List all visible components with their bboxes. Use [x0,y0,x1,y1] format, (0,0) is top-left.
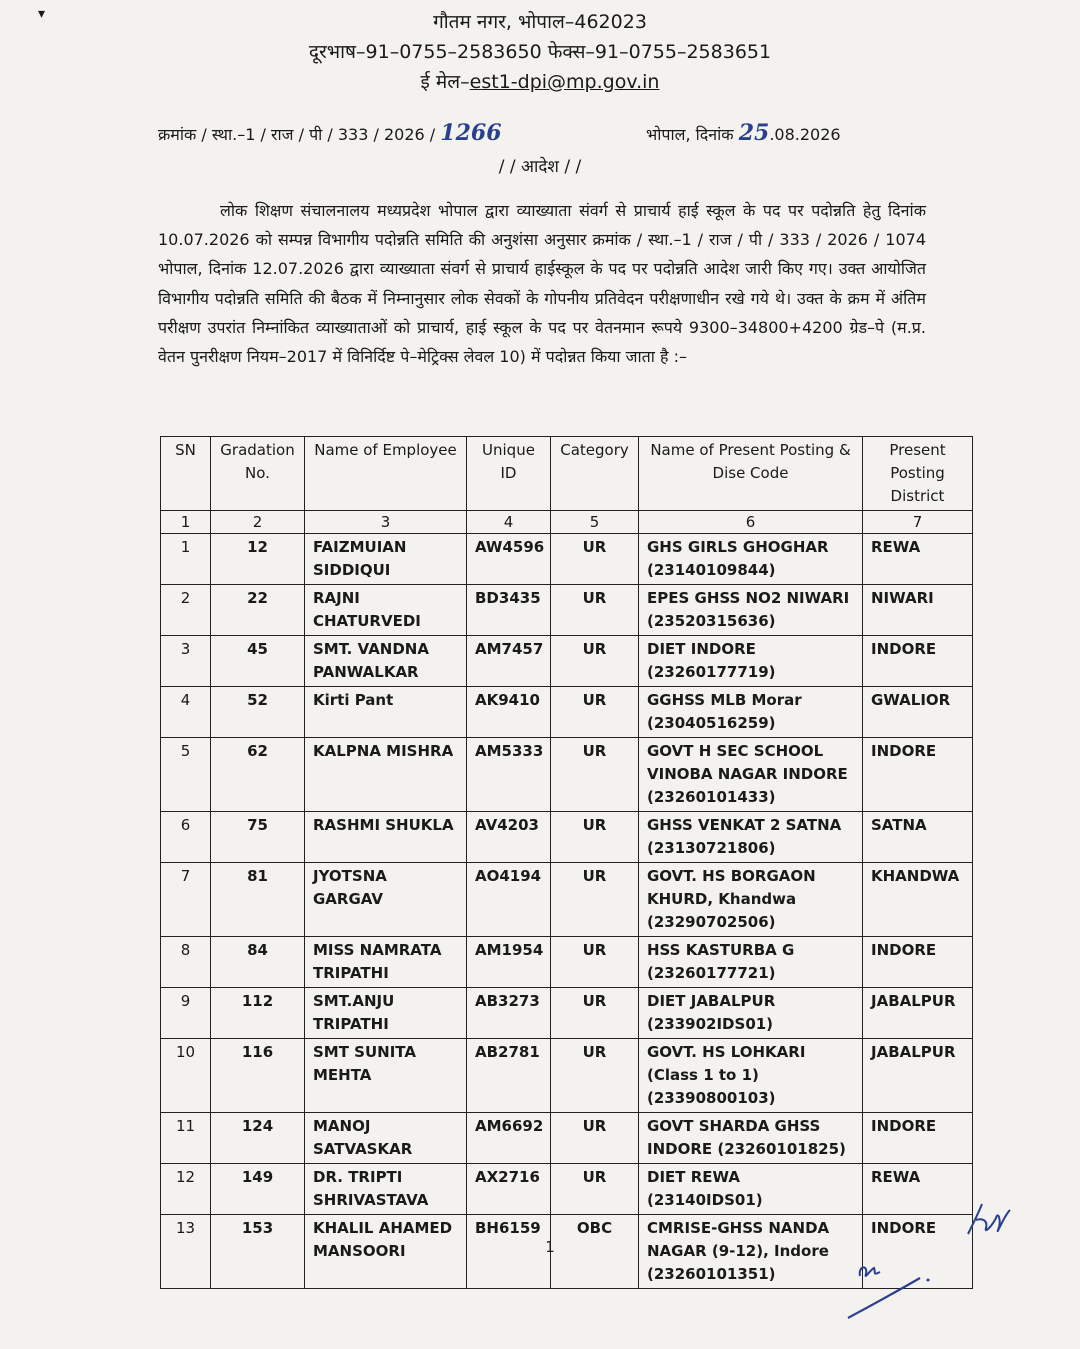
cell-unique-id: AB3273 [467,988,551,1039]
cell-unique-id: AM5333 [467,738,551,812]
cell-present-posting: GOVT. HS LOHKARI (Class 1 to 1) (23390800103) [639,1039,863,1113]
cell-employee-name: DR. TRIPTI SHRIVASTAVA [305,1164,467,1215]
cell-employee-name: SMT SUNITA MEHTA [305,1039,467,1113]
cell-employee-name: RAJNI CHATURVEDI [305,585,467,636]
header-present-posting: Name of Present Posting & Dise Code [639,437,863,511]
cell-category: UR [551,738,639,812]
cell-district: INDORE [863,636,973,687]
cell-unique-id: AX2716 [467,1164,551,1215]
cell-sn: 11 [161,1113,211,1164]
cell-employee-name: MANOJ SATVASKAR [305,1113,467,1164]
cell-district: JABALPUR [863,988,973,1039]
cell-gradation-no: 22 [211,585,305,636]
table-row [161,687,973,738]
cell-unique-id: AB2781 [467,1039,551,1113]
table-row [161,585,973,636]
reference-number [158,120,502,146]
office-email-line [0,68,1080,94]
header-employee-name: Name of Employee [305,437,467,511]
cell-sn: 8 [161,937,211,988]
cell-present-posting: DIET REWA (23140IDS01) [639,1164,863,1215]
header-posting-district: Present Posting District [863,437,973,511]
table-row [161,988,973,1039]
cell-present-posting: GHS GIRLS GHOGHAR (23140109844) [639,534,863,585]
column-number: 4 [467,511,551,534]
cell-sn: 2 [161,585,211,636]
email-label: ई मेल– [420,71,470,93]
cell-employee-name: SMT. VANDNA PANWALKAR [305,636,467,687]
cell-employee-name: Kirti Pant [305,687,467,738]
cell-district: INDORE [863,738,973,812]
column-number: 3 [305,511,467,534]
promotion-table [160,436,973,1289]
table-header-row [161,437,973,511]
handwritten-day: 25 [738,120,770,146]
cell-sn: 5 [161,738,211,812]
cell-present-posting: CMRISE-GHSS NANDA NAGAR (9-12), Indore (23260101351) [639,1215,863,1289]
header-gradation-no: Gradation No. [211,437,305,511]
cell-employee-name: JYOTSNA GARGAV [305,863,467,937]
cell-present-posting: GHSS VENKAT 2 SATNA (23130721806) [639,812,863,863]
cell-employee-name: MISS NAMRATA TRIPATHI [305,937,467,988]
table-row [161,863,973,937]
cell-sn: 7 [161,863,211,937]
cell-gradation-no: 124 [211,1113,305,1164]
cell-category: UR [551,687,639,738]
cell-employee-name: KHALIL AHAMED MANSOORI [305,1215,467,1289]
cell-sn: 3 [161,636,211,687]
column-number: 6 [639,511,863,534]
cell-district: NIWARI [863,585,973,636]
cell-present-posting: DIET INDORE (23260177719) [639,636,863,687]
cell-category: UR [551,863,639,937]
cell-employee-name: SMT.ANJU TRIPATHI [305,988,467,1039]
cell-unique-id: AW4596 [467,534,551,585]
cell-gradation-no: 149 [211,1164,305,1215]
cell-gradation-no: 81 [211,863,305,937]
table-row [161,937,973,988]
cell-category: UR [551,1113,639,1164]
table-row [161,1113,973,1164]
cell-present-posting: GOVT. HS BORGAON KHURD, Khandwa (23290702506) [639,863,863,937]
cell-category: UR [551,585,639,636]
table-row [161,1039,973,1113]
cell-unique-id: AO4194 [467,863,551,937]
cell-category: UR [551,988,639,1039]
signature-mark [840,1258,940,1328]
office-phone-fax: दूरभाष–91–0755–2583650 फेक्स–91–0755–2583651 [308,41,772,63]
cell-district: JABALPUR [863,1039,973,1113]
cell-employee-name: KALPNA MISHRA [305,738,467,812]
cell-present-posting: DIET JABALPUR (233902IDS01) [639,988,863,1039]
handwritten-order-number: 1266 [440,120,502,146]
cell-district: GWALIOR [863,687,973,738]
column-number: 7 [863,511,973,534]
column-number-row [161,511,973,534]
reference-number-text: क्रमांक / स्था.–1 / राज / पी / 333 / 2026 / [158,125,436,144]
header-unique-id: Unique ID [467,437,551,511]
place-date-label: भोपाल, दिनांक [646,125,734,144]
cell-unique-id: AK9410 [467,687,551,738]
signature-initials-mark [958,1196,1018,1246]
cell-district: REWA [863,534,973,585]
cell-district: INDORE [863,1215,973,1289]
cell-unique-id: AM1954 [467,937,551,988]
cell-gradation-no: 75 [211,812,305,863]
office-address: गौतम नगर, भोपाल–462023 [433,11,647,33]
cell-district: INDORE [863,937,973,988]
cell-unique-id: AM6692 [467,1113,551,1164]
cell-category: UR [551,534,639,585]
page-number: 1 [545,1238,555,1256]
cell-gradation-no: 112 [211,988,305,1039]
cell-sn: 12 [161,1164,211,1215]
table-row [161,534,973,585]
cell-gradation-no: 12 [211,534,305,585]
header-category: Category [551,437,639,511]
column-number: 1 [161,511,211,534]
cell-gradation-no: 84 [211,937,305,988]
cell-gradation-no: 45 [211,636,305,687]
cell-sn: 10 [161,1039,211,1113]
cell-district: KHANDWA [863,863,973,937]
place-date [646,120,841,146]
cell-present-posting: GOVT H SEC SCHOOL VINOBA NAGAR INDORE (23260101433) [639,738,863,812]
cell-sn: 9 [161,988,211,1039]
scan-artifact-mark: ▾ [38,6,46,22]
cell-present-posting: HSS KASTURBA G (23260177721) [639,937,863,988]
cell-sn: 13 [161,1215,211,1289]
cell-sn: 6 [161,812,211,863]
table-row [161,636,973,687]
cell-category: UR [551,812,639,863]
cell-gradation-no: 52 [211,687,305,738]
cell-unique-id: BD3435 [467,585,551,636]
cell-unique-id: AV4203 [467,812,551,863]
cell-gradation-no: 62 [211,738,305,812]
cell-gradation-no: 153 [211,1215,305,1289]
cell-category: UR [551,937,639,988]
cell-gradation-no: 116 [211,1039,305,1113]
cell-category: UR [551,1164,639,1215]
cell-category: OBC [551,1215,639,1289]
cell-category: UR [551,1039,639,1113]
cell-district: INDORE [863,1113,973,1164]
cell-present-posting: GOVT SHARDA GHSS INDORE (23260101825) [639,1113,863,1164]
column-number: 5 [551,511,639,534]
cell-present-posting: EPES GHSS NO2 NIWARI (23520315636) [639,585,863,636]
cell-unique-id: AM7457 [467,636,551,687]
date-rest: .08.2026 [769,125,841,144]
table-row [161,812,973,863]
cell-present-posting: GGHSS MLB Morar (23040516259) [639,687,863,738]
email-link[interactable]: est1-dpi@mp.gov.in [469,71,660,93]
cell-employee-name: RASHMI SHUKLA [305,812,467,863]
header-sn: SN [161,437,211,511]
table-row [161,738,973,812]
cell-category: UR [551,636,639,687]
order-title: / / आदेश / / [498,157,582,177]
cell-sn: 1 [161,534,211,585]
table-row [161,1164,973,1215]
cell-unique-id: BH6159 [467,1215,551,1289]
cell-district: REWA [863,1164,973,1215]
column-number: 2 [211,511,305,534]
order-body-paragraph: लोक शिक्षण संचालनालय मध्यप्रदेश भोपाल द्वारा व्याख्याता संवर्ग से प्राचार्य हाई स्कूल के पद पर पदोन्नति हेतु दिनांक 10.07.2026 को सम्पन्न विभागीय पदोन्नति समिति की अनुशंसा अनुसार क्रमांक / स्था.–1 / राज / पी / 333 / 2026 / 1074 भोपाल, दिनांक 12.07.2026 द्वारा व्याख्याता संवर्ग से प्राचार्य हाईस्कूल के पद पर पदोन्नति आदेश जारी किए गए। उक्त आयोजित विभागीय पदोन्नति समिति की बैठक में निम्नानुसार लोक सेवकों के गोपनीय प्रतिवेदन परीक्षणाधीन रखे गये थे। उक्त के क्रम में अंतिम परीक्षण उपरांत निम्नांकित व्याख्याताओं को प्राचार्य, हाई स्कूल के पद पर वेतनमान रूपये 9300–34800+4200 ग्रेड–पे (म.प्र. वेतन पुनरीक्षण नियम–2017 में विनिर्दिष्ट पे–मेट्रिक्स लेवल 10) में पदोन्नत किया जाता है :– [158,201,926,367]
cell-sn: 4 [161,687,211,738]
cell-district: SATNA [863,812,973,863]
cell-employee-name: FAIZMUIAN SIDDIQUI [305,534,467,585]
